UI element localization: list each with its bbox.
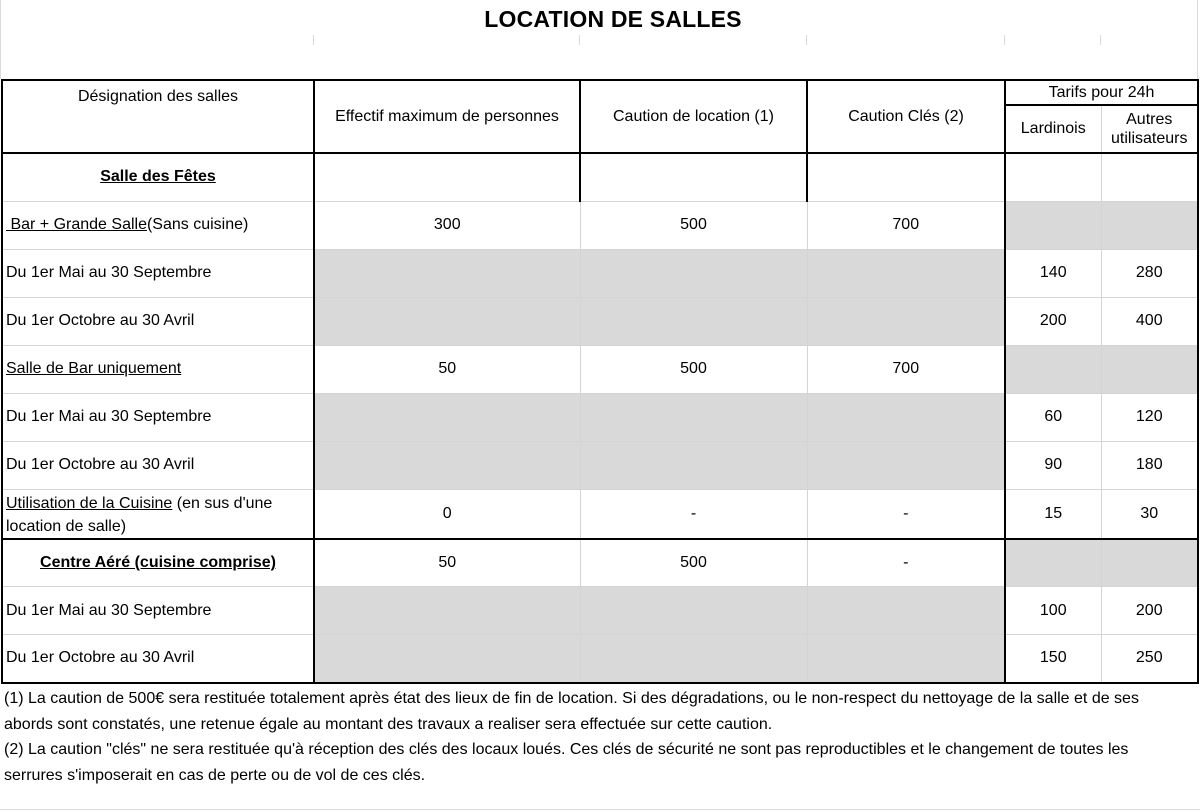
cell-autres: 200 [1101, 587, 1198, 635]
cell-lardinois [1005, 345, 1101, 393]
cell-effectif [314, 441, 580, 489]
cell-autres: 30 [1101, 489, 1198, 539]
cell-caution-cles [807, 249, 1005, 297]
table-row [2, 201, 1198, 249]
cell-caution-location [580, 249, 807, 297]
gridline [1004, 35, 1005, 45]
cell-caution-cles [807, 441, 1005, 489]
table-row [2, 635, 1198, 683]
cell-caution-location [580, 297, 807, 345]
header-autres-line1: Autres [1126, 111, 1173, 128]
cell-caution-location [580, 441, 807, 489]
cell-autres [1101, 345, 1198, 393]
rates-table [1, 79, 1199, 684]
cell-effectif: 50 [314, 539, 580, 587]
cell-lardinois: 90 [1005, 441, 1101, 489]
cell-effectif [314, 635, 580, 683]
row-label-underlined: Salle des Fêtes [100, 168, 216, 186]
cell-lardinois: 15 [1005, 489, 1101, 539]
table-row [2, 393, 1198, 441]
row-label-rest: (Sans cuisine) [146, 216, 249, 233]
cell-effectif [314, 587, 580, 635]
cell-lardinois [1005, 201, 1101, 249]
cell-lardinois: 140 [1005, 249, 1101, 297]
header-designation: Désignation des salles [2, 80, 314, 153]
cell-effectif [314, 297, 580, 345]
table-row [2, 539, 1198, 587]
table-row [2, 153, 1198, 201]
cell-caution-cles [807, 587, 1005, 635]
row-label [2, 539, 314, 587]
header-autres-line2: utilisateurs [1111, 130, 1188, 147]
cell-effectif: 0 [314, 489, 580, 539]
row-label: Du 1er Octobre au 30 Avril [2, 635, 314, 683]
row-label: Du 1er Mai au 30 Septembre [2, 249, 314, 297]
table-row [2, 489, 1198, 539]
cell-caution-cles [807, 153, 1005, 201]
row-label-underlined: Utilisation de la Cuisine [6, 494, 173, 512]
row-label-underlined: Centre Aéré (cuisine comprise) [40, 553, 276, 571]
row-label-underlined: Bar + Grande Salle [6, 216, 147, 233]
cell-lardinois [1005, 153, 1101, 201]
cell-effectif [314, 153, 580, 201]
row-label: Du 1er Mai au 30 Septembre [2, 587, 314, 635]
page-title: LOCATION DE SALLES [484, 6, 742, 32]
cell-caution-cles: - [807, 539, 1005, 587]
cell-lardinois [1005, 539, 1101, 587]
gridline [806, 35, 807, 45]
table-row [2, 297, 1198, 345]
row-label [2, 489, 314, 539]
cell-autres: 180 [1101, 441, 1198, 489]
table-row [2, 345, 1198, 393]
cell-autres: 400 [1101, 297, 1198, 345]
row-label: Du 1er Octobre au 30 Avril [2, 297, 314, 345]
row-label-underlined: Salle de Bar uniquement [6, 360, 182, 377]
row-label [2, 153, 314, 201]
header-effectif: Effectif maximum de personnes [314, 80, 580, 153]
cell-caution-location: 500 [580, 201, 807, 249]
header-caution-location: Caution de location (1) [580, 80, 807, 153]
cell-lardinois: 200 [1005, 297, 1101, 345]
header-autres-utilisateurs [1101, 105, 1198, 153]
header-lardinois: Lardinois [1005, 105, 1101, 153]
cell-autres: 280 [1101, 249, 1198, 297]
row-label [2, 345, 314, 393]
cell-caution-location [580, 393, 807, 441]
cell-effectif [314, 393, 580, 441]
row-label: Du 1er Mai au 30 Septembre [2, 393, 314, 441]
footnote-line: serrures s'imposerait en cas de perte ou de vol de ces clés. [4, 766, 426, 784]
table-row [2, 587, 1198, 635]
gridline [313, 35, 314, 45]
cell-autres: 120 [1101, 393, 1198, 441]
cell-caution-location: 500 [580, 345, 807, 393]
cell-autres [1101, 539, 1198, 587]
header-row [2, 80, 1198, 105]
table-row [2, 441, 1198, 489]
cell-caution-cles [807, 393, 1005, 441]
cell-caution-location [580, 153, 807, 201]
cell-caution-cles: 700 [807, 201, 1005, 249]
row-label [2, 201, 314, 249]
cell-caution-cles [807, 297, 1005, 345]
cell-caution-location [580, 587, 807, 635]
footnotes [4, 686, 1200, 788]
cell-lardinois: 60 [1005, 393, 1101, 441]
gridline [0, 809, 1200, 810]
cell-caution-location: 500 [580, 539, 807, 587]
footnote-line: abords sont constatés, une retenue égale au montant des travaux a realiser sera effectuée sur cette caution. [4, 715, 773, 733]
cell-lardinois: 150 [1005, 635, 1101, 683]
gridline [1100, 35, 1101, 45]
row-label: Du 1er Octobre au 30 Avril [2, 441, 314, 489]
header-caution-cles: Caution Clés (2) [807, 80, 1005, 153]
gridline [579, 35, 580, 45]
cell-caution-location [580, 635, 807, 683]
header-tarifs: Tarifs pour 24h [1005, 80, 1198, 105]
cell-caution-location: - [580, 489, 807, 539]
cell-effectif: 300 [314, 201, 580, 249]
cell-lardinois: 100 [1005, 587, 1101, 635]
table-row [2, 249, 1198, 297]
cell-effectif: 50 [314, 345, 580, 393]
row-label-rest: (en sus d'une location de salle) [6, 494, 273, 535]
footnote-line: (1) La caution de 500€ sera restituée totalement après état des lieux de fin de location. Si des dégradations, ou le non-respect du nettoyage de la salle et de ses [4, 690, 1139, 707]
cell-autres: 250 [1101, 635, 1198, 683]
cell-caution-cles: 700 [807, 345, 1005, 393]
cell-autres [1101, 153, 1198, 201]
cell-caution-cles [807, 635, 1005, 683]
cell-autres [1101, 201, 1198, 249]
cell-caution-cles: - [807, 489, 1005, 539]
cell-effectif [314, 249, 580, 297]
footnote-line: (2) La caution "clés" ne sera restituée qu'à réception des clés des locaux loués. Ces clés de sécurité ne sont pas reproductibles et le changement de toutes les [4, 741, 1129, 758]
